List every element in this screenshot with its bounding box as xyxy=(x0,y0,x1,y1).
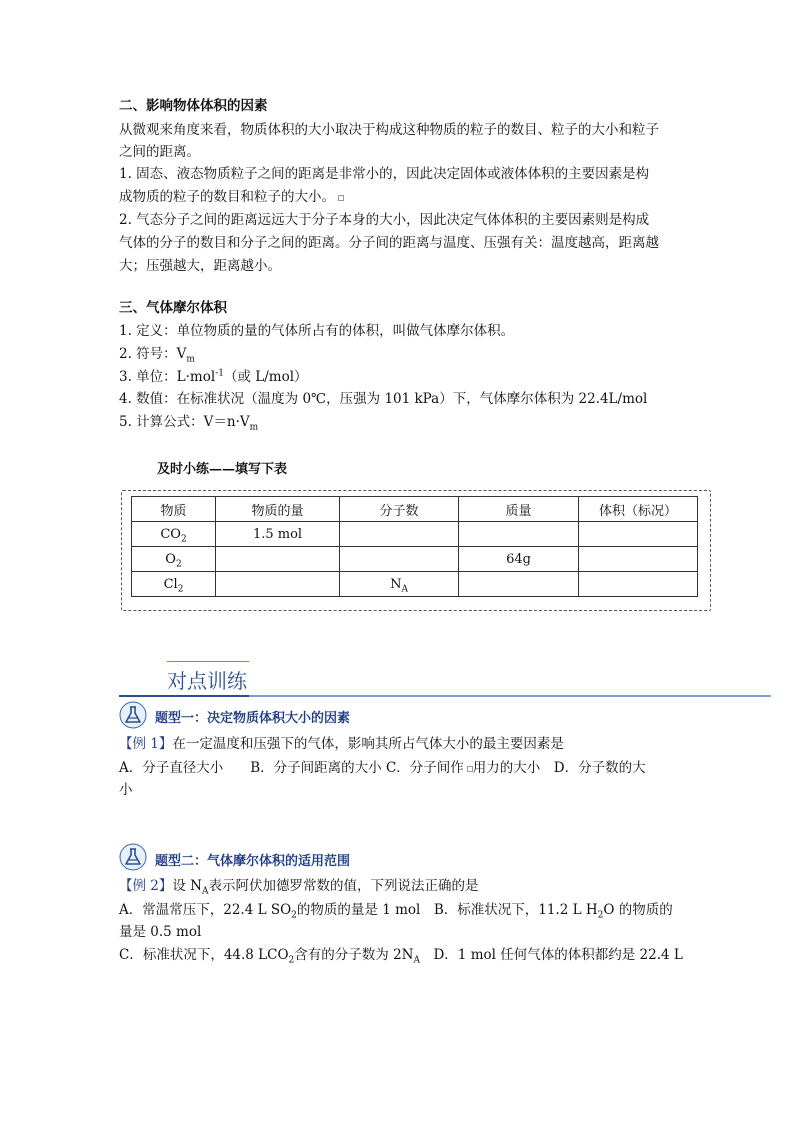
header-cell: 体积（标况） xyxy=(579,497,698,522)
option-c-prefix: C．标准状况下，44.8 LCO xyxy=(119,947,289,963)
section-divider xyxy=(119,695,771,697)
option-d-text: D．1 mol 任何气体的体积都约是 22.4 L xyxy=(419,947,683,963)
amount-cell[interactable] xyxy=(216,547,340,572)
option-a-subscript: 2 xyxy=(291,910,297,921)
section3-item1: 1. 定义：单位物质的量的气体所占有的体积，叫做气体摩尔体积。 xyxy=(119,323,515,339)
example1-options-line1 xyxy=(119,759,646,777)
example1-label: 【例 1】 xyxy=(119,736,173,752)
practice-table xyxy=(131,496,698,597)
substance-subscript: 2 xyxy=(175,559,182,570)
item3-text: 3. 单位：L·mol xyxy=(119,369,216,385)
molecules-value: N xyxy=(390,576,402,592)
volume-cell[interactable] xyxy=(579,522,698,547)
example2-subscript: A xyxy=(202,886,209,897)
section3-item4: 4. 数值：在标准状况（温度为 0℃，压强为 101 kPa）下，气体摩尔体积为 22.4L/mol xyxy=(119,391,648,407)
mass-cell[interactable] xyxy=(459,522,579,547)
substance-base: Cl xyxy=(163,576,178,592)
option-b-subscript: 2 xyxy=(597,910,604,921)
section2-paragraph1-line2: 之间的距离。 xyxy=(119,144,200,160)
option-a-prefix: A．常温常压下，22.4 L SO xyxy=(119,902,292,918)
option-c-subscript: 2 xyxy=(288,955,295,966)
flask-icon xyxy=(119,701,147,729)
example2-option-a xyxy=(119,901,673,919)
table-row xyxy=(132,547,698,572)
volume-cell[interactable] xyxy=(579,547,698,572)
option-c-subscript-2: A xyxy=(413,955,420,966)
section2-paragraph2-line2 xyxy=(119,188,344,206)
practice-title: 及时小练——填写下表 xyxy=(157,462,288,477)
header-cell: 分子数 xyxy=(340,497,459,522)
mass-cell[interactable] xyxy=(459,572,579,597)
type2-title: 题型二：气体摩尔体积的适用范围 xyxy=(155,854,351,869)
table-row xyxy=(132,522,698,547)
section2-paragraph3-line3: 大；压强越大，距离越小。 xyxy=(119,258,281,274)
option-b-suffix: O 的物质的 xyxy=(603,902,673,918)
section2-paragraph2-line2-text: 成物质的粒子的数目和粒子的大小。 xyxy=(119,189,335,205)
header-cell: 物质 xyxy=(132,497,216,522)
example2-text-b: 表示阿伏加德罗常数的值，下列说法正确的是 xyxy=(208,878,479,894)
item2-text: 2. 符号：V xyxy=(119,346,187,362)
section3-item5 xyxy=(119,413,258,431)
molecules-cell[interactable] xyxy=(340,547,459,572)
option-c-mid: 含有的分子数为 2N xyxy=(294,947,414,963)
example1-question xyxy=(119,735,564,753)
option-a-mid: 的物质的量是 1 mol B．标准状况下，11.2 L H xyxy=(296,902,598,918)
header-cell: 质量 xyxy=(459,497,579,522)
table-row xyxy=(132,572,698,597)
flask-icon xyxy=(119,843,147,871)
amount-cell[interactable]: 1.5 mol xyxy=(216,522,340,547)
item3-superscript: -1 xyxy=(215,368,224,379)
type1-title: 题型一：决定物质体积大小的因素 xyxy=(155,711,351,726)
mass-cell[interactable]: 64g xyxy=(459,547,579,572)
substance-cell xyxy=(132,547,216,572)
training-heading: 对点训练 xyxy=(167,669,247,693)
section2-paragraph2-line1: 1. 固态、液态物质粒子之间的距离是非常小的，因此决定固体或液体体积的主要因素是构 xyxy=(119,166,650,182)
section3-heading: 三、气体摩尔体积 xyxy=(119,300,227,316)
molecules-cell[interactable] xyxy=(340,572,459,597)
molecules-cell[interactable] xyxy=(340,522,459,547)
substance-subscript: 2 xyxy=(180,534,187,545)
table-header-row xyxy=(132,497,698,522)
molecules-subscript: A xyxy=(401,584,408,595)
amount-cell[interactable] xyxy=(216,572,340,597)
example1-options-line2: 小 xyxy=(119,782,133,798)
volume-cell[interactable] xyxy=(579,572,698,597)
header-cell: 物质的量 xyxy=(216,497,340,522)
item3-suffix: （或 L/mol） xyxy=(223,369,308,385)
section2-heading: 二、影响物体体积的因素 xyxy=(119,98,268,114)
example2-option-b-line2: 量是 0.5 mol xyxy=(119,924,202,940)
section3-item2 xyxy=(119,345,195,363)
example2-text-a: 设 N xyxy=(172,878,202,894)
options-part1: A．分子直径大小 B．分子间距离的大小 C．分子间作 xyxy=(119,760,464,776)
example2-label: 【例 2】 xyxy=(119,878,173,894)
substance-subscript: 2 xyxy=(177,584,184,595)
section2-paragraph3-line1: 2. 气态分子之间的距离远远大于分子本身的大小，因此决定气体体积的主要因素则是构成 xyxy=(119,212,650,228)
item5-subscript: m xyxy=(249,422,259,433)
substance-cell xyxy=(132,572,216,597)
section3-item3 xyxy=(119,368,308,386)
anchor-mark-icon xyxy=(338,195,344,201)
substance-base: O xyxy=(165,551,176,567)
section2-paragraph3-line2: 气体的分子的数目和分子之间的距离。分子间的距离与温度、压强有关：温度越高，距离越 xyxy=(119,235,659,251)
options-part2: 用力的大小 D．分子数的大 xyxy=(472,760,646,776)
example2-question xyxy=(119,877,479,895)
item5-text: 5. 计算公式：V＝n·V xyxy=(119,414,250,430)
example2-option-c xyxy=(119,946,683,964)
example1-text: 在一定温度和压强下的气体，影响其所占气体大小的最主要因素是 xyxy=(172,736,564,752)
substance-cell xyxy=(132,522,216,547)
substance-base: CO xyxy=(160,526,181,542)
item2-subscript: m xyxy=(186,354,195,365)
section2-paragraph1-line1: 从微观来角度来看，物质体积的大小取决于构成这种物质的粒子的数目、粒子的大小和粒子 xyxy=(119,122,659,138)
section-top-rule xyxy=(167,661,249,662)
